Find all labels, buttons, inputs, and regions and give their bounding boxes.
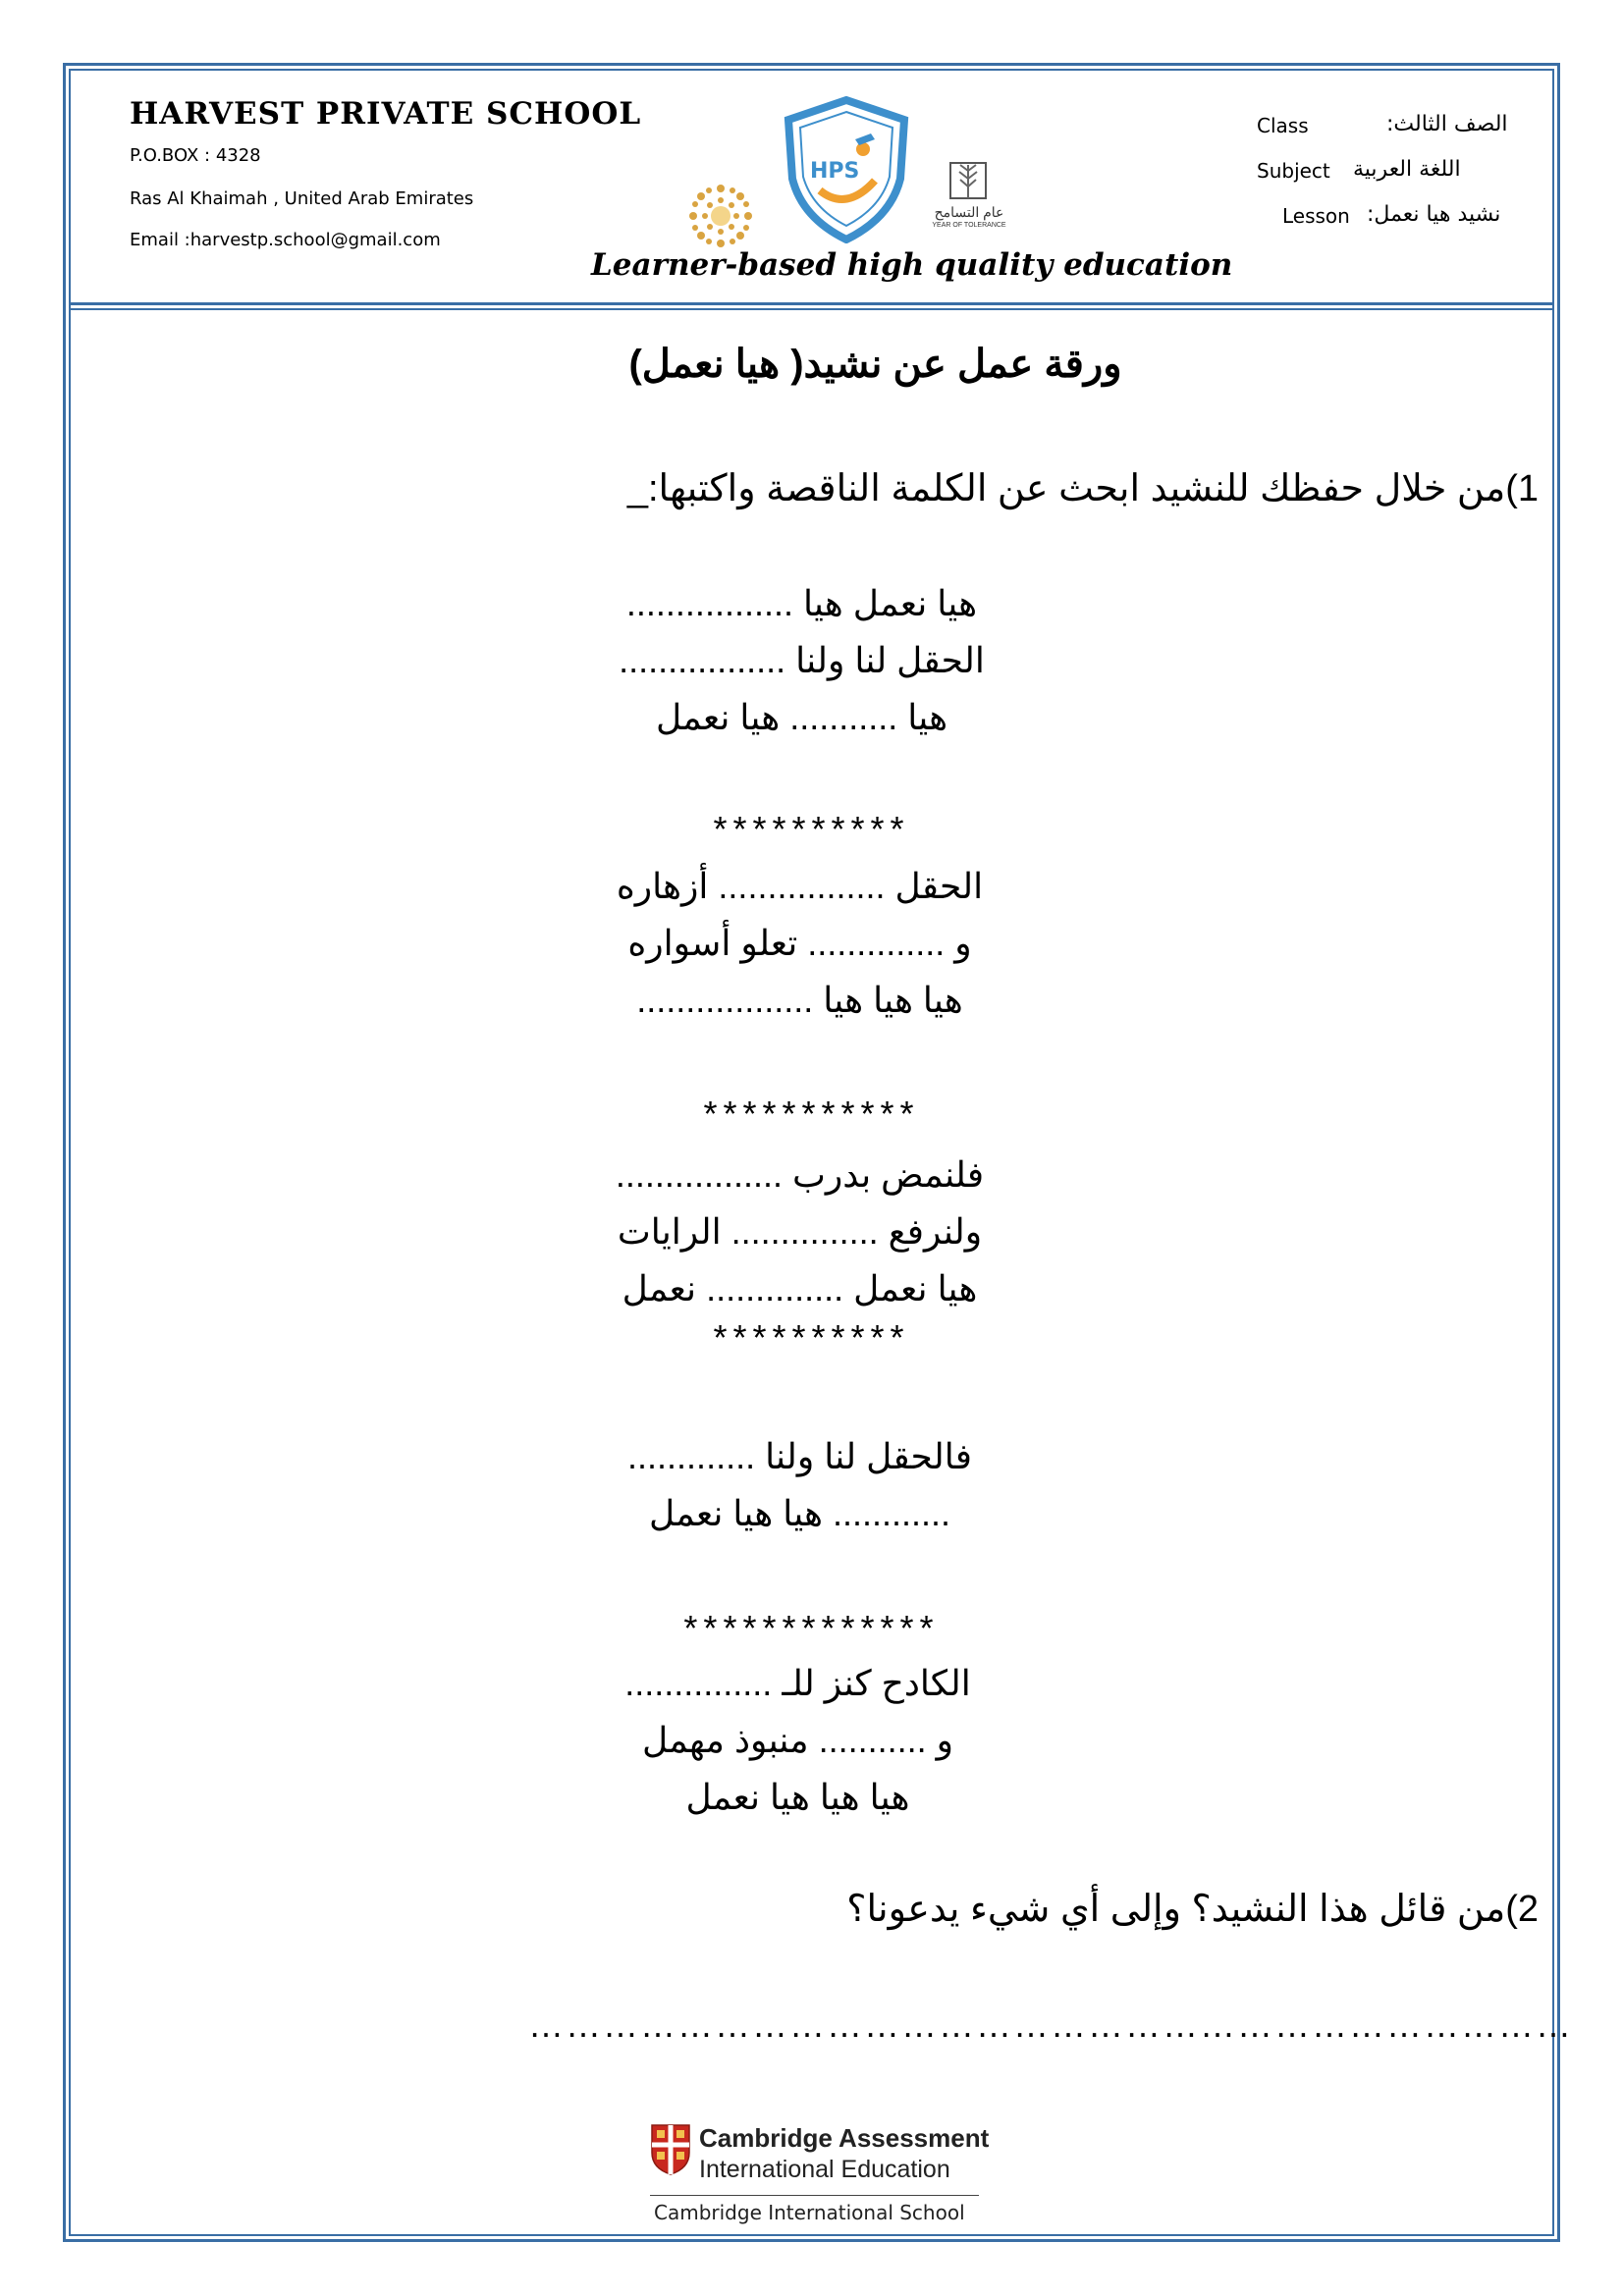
stanza-separator [0, 1600, 1623, 1657]
cambridge-subtitle: International Education [699, 2156, 950, 2183]
school-name: HARVEST PRIVATE SCHOOL [130, 96, 642, 132]
subject-label: Subject [1257, 159, 1330, 183]
poem-line: هيا نعمل .............. نعمل [622, 1268, 978, 1308]
poem-line: هيا نعمل هيا ................. [625, 583, 978, 623]
poem-line: الحقل لنا ولنا ................. [619, 640, 985, 680]
cambridge-school-text: Cambridge International School [654, 2201, 965, 2224]
class-value: الصف الثالث: [1386, 112, 1508, 136]
year-of-tolerance-logo [923, 159, 1011, 229]
poem-line: فلنمض بدرب ................. [615, 1154, 985, 1195]
poem-line: ............ هيا هيا نعمل [648, 1493, 951, 1533]
hps-shield-logo [781, 96, 912, 248]
stanza-separator [0, 801, 1623, 858]
cambridge-title: Cambridge Assessment [699, 2123, 990, 2153]
cambridge-crest-icon [650, 2123, 691, 2181]
separator-stars: ********** [713, 809, 910, 849]
poem-line: و ........... منبوذ مهمل [641, 1720, 953, 1760]
separator-stars: ********** [713, 1317, 910, 1358]
tolerance-ar-text: عام التسامح [934, 204, 1004, 220]
poem-line: و .............. تعلو أسواره [627, 923, 972, 963]
poem-stanza-5 [0, 1655, 1609, 1826]
lesson-label: Lesson [1282, 204, 1350, 228]
poem-line: هيا هيا هيا نعمل [685, 1777, 910, 1817]
school-email: Email :harvestp.school@gmail.com [130, 230, 441, 250]
poem-stanza-2 [0, 858, 1611, 1029]
question-2: 2)من قائل هذا النشيد؟ وإلى أي شيء يدعونا؟ [846, 1889, 1539, 1930]
poem-line: فالحقل لنا ولنا ............. [627, 1436, 972, 1476]
poem-line: هيا ........... هيا نعمل [655, 697, 948, 737]
poem-stanza-3 [0, 1147, 1611, 1317]
stanza-separator [0, 1309, 1623, 1366]
header-separator [71, 302, 1552, 310]
cambridge-divider [650, 2195, 979, 2196]
poem-line: هيا هيا هيا .................. [636, 980, 963, 1020]
poem-stanza-1 [0, 575, 1613, 746]
answer-blank-line[interactable]: ………………………………………………………………………… [528, 2004, 1573, 2045]
separator-stars: *********** [703, 1094, 920, 1134]
school-city: Ras Al Khaimah , United Arab Emirates [130, 188, 474, 209]
class-label: Class [1257, 114, 1309, 137]
worksheet-title: ورقة عمل عن نشيد( هيا نعمل) [628, 343, 1122, 386]
tolerance-en-text: YEAR OF TOLERANCE [932, 222, 1006, 229]
poem-stanza-4 [0, 1428, 1611, 1542]
lesson-value: نشيد هيا نعمل: [1367, 202, 1501, 227]
hps-badge-text: HPS [810, 159, 860, 184]
question-1: 1)من خلال حفظك للنشيد ابحث عن الكلمة الناقصة واكتبها:_ [626, 468, 1539, 509]
poem-line: الحقل ................. أزهاره [616, 866, 984, 906]
school-pobox: P.O.BOX : 4328 [130, 145, 261, 166]
poem-line: الكادح كنز للـ ............... [624, 1663, 971, 1703]
subject-value: اللغة العربية [1353, 157, 1461, 182]
separator-stars: ************* [683, 1608, 940, 1648]
stanza-separator [0, 1086, 1623, 1143]
poem-line: ولنرفع ............... الرايات [617, 1211, 983, 1252]
school-tagline: Learner-based high quality education [591, 247, 1233, 283]
